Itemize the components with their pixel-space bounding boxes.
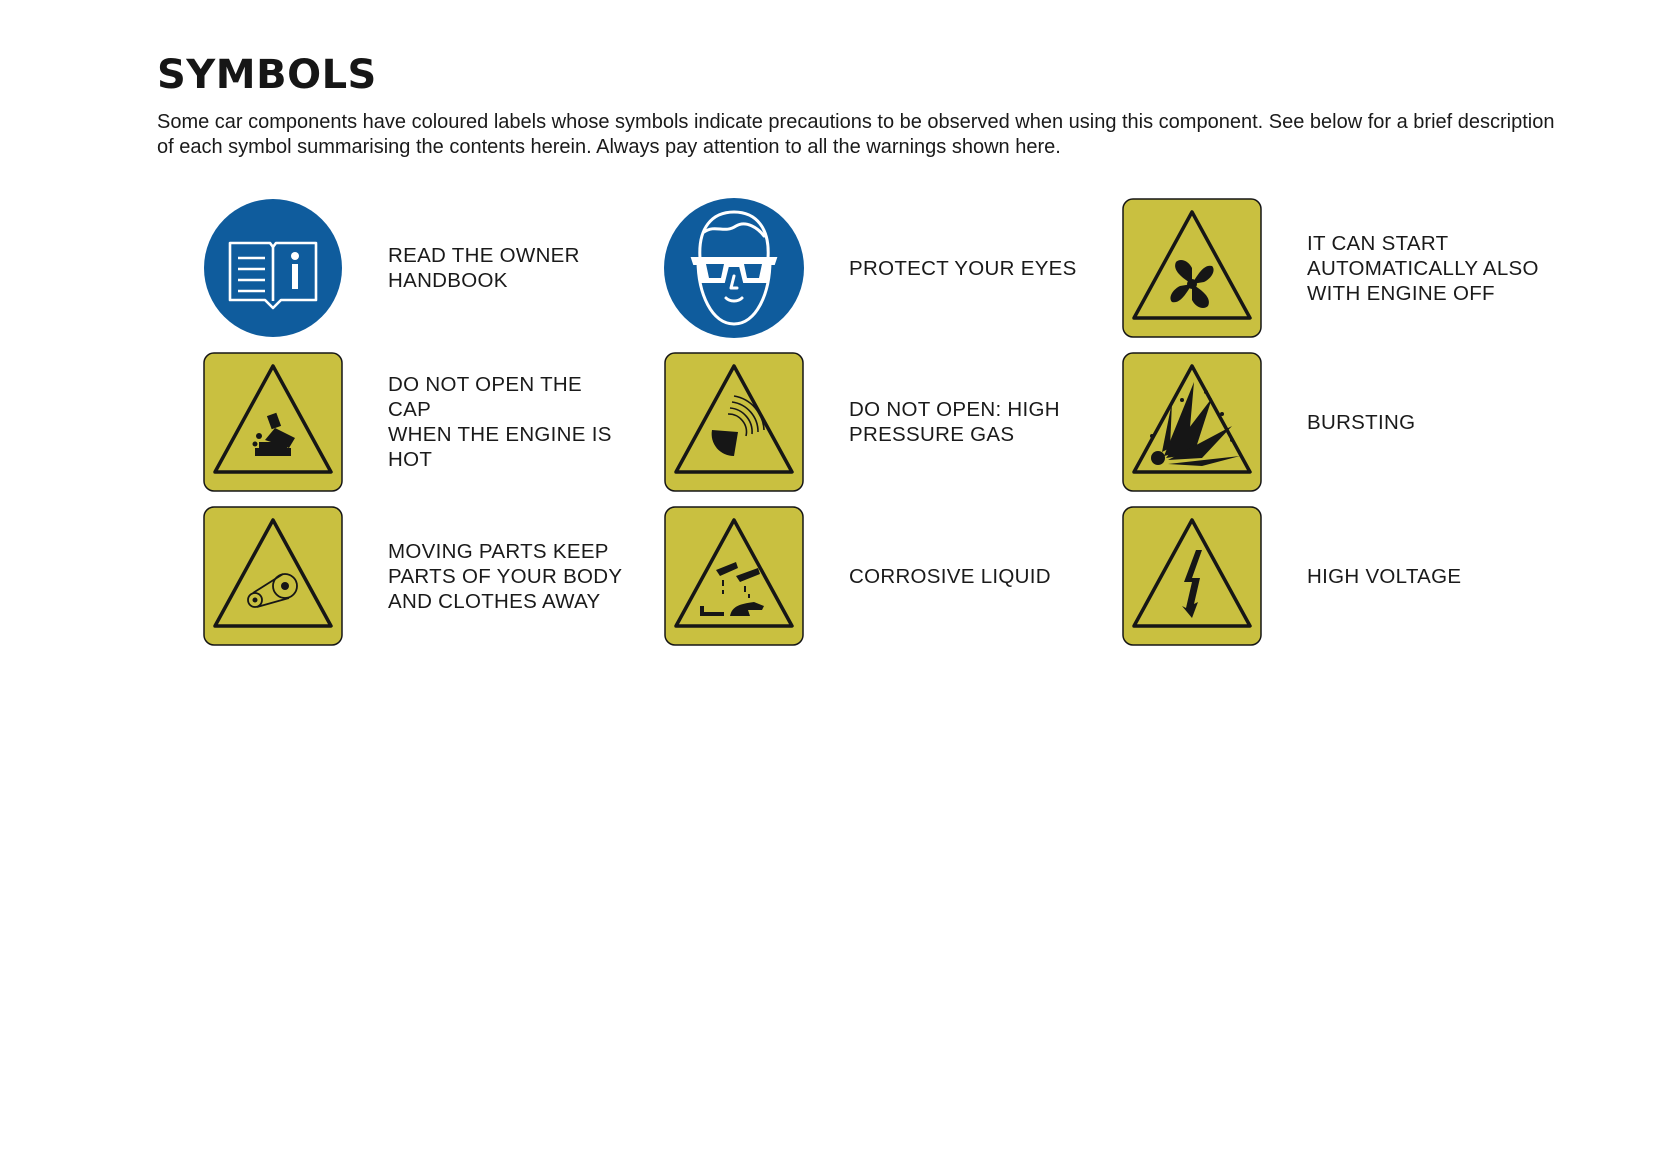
symbol-item — [1077, 188, 1537, 334]
corrosive-liquid-icon — [664, 506, 804, 646]
symbol-label: BURSTING — [1307, 410, 1416, 434]
symbol-item — [619, 188, 1079, 334]
symbol-label: PROTECT YOUR EYES — [849, 256, 1077, 280]
hot-cap-icon — [203, 352, 343, 492]
symbol-label: DO NOT OPEN THE CAP WHEN THE ENGINE IS HOT — [388, 373, 612, 471]
symbol-label: MOVING PARTS KEEP PARTS OF YOUR BODY AND CLOTHES AWAY — [388, 539, 623, 613]
symbol-label: DO NOT OPEN: HIGH PRESSURE GAS — [849, 398, 1060, 446]
symbol-item — [158, 496, 623, 642]
symbol-item — [619, 342, 1079, 488]
symbol-item — [1077, 342, 1537, 488]
pressure-gas-icon — [664, 352, 804, 492]
protect-eyes-icon — [664, 198, 804, 338]
symbol-item — [158, 342, 618, 488]
symbol-label: HIGH VOLTAGE — [1307, 564, 1462, 588]
bursting-icon — [1122, 352, 1262, 492]
symbol-label: IT CAN START AUTOMATICALLY ALSO WITH ENGINE OFF — [1307, 231, 1539, 305]
page-title: SYMBOLS — [157, 52, 377, 98]
fan-start-icon — [1122, 198, 1262, 338]
symbol-item — [1077, 496, 1537, 642]
high-voltage-icon — [1122, 506, 1262, 646]
symbol-item — [158, 188, 618, 334]
symbol-label: CORROSIVE LIQUID — [849, 564, 1051, 588]
intro-paragraph: Some car components have coloured labels whose symbols indicate precautions to be observed when using this component. See below for a brief description of each symbol summarising the contents herein. Always pay attention to all the warnings shown here. — [157, 111, 1555, 158]
symbol-item — [619, 496, 1079, 642]
symbol-label: READ THE OWNER HANDBOOK — [388, 244, 580, 292]
moving-parts-icon — [203, 506, 343, 646]
read-handbook-icon — [203, 198, 343, 338]
